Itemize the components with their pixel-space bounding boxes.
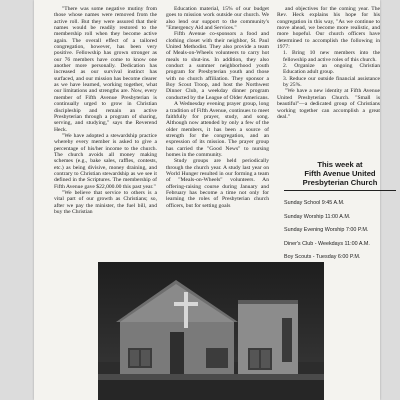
schedule-item: Sunday Worship 11:00 A.M. bbox=[284, 213, 351, 220]
goal-item: 2. Organize an ongoing Christian Education adult group. bbox=[283, 63, 380, 76]
goal-item: 1. Bring 10 new members into the fellowship and active roles of this church. bbox=[283, 50, 380, 63]
schedule-title bbox=[284, 160, 396, 191]
paragraph: Fifth Avenue co-sponsors a food and clothing closet with their neighbor, St. Paul United Methodist. They also provide a team of Meals-on-Wheels volunteers to carry hot meals to shut-ins. In addition, they also conduct a summer neighborhood youth program for Presbyterian youth and those with no church affiliation. They sponsor a Boy Scout Troop, and host the Northwest Dinner Club, a weekday dinner program conducted by the League of Older Americans. bbox=[166, 31, 269, 101]
paragraph: "We have a new identity at Fifth Avenue United Presbyterian Church. "Small is beautiful"—a dedicated group of Christians working together can accomplish a great deal." bbox=[277, 88, 380, 120]
paragraph: "There was some negative mutiny from those whose names were removed from the active roll. But they were assured that their names would be readily restored to the membership roll when they become active again. The overall effect of a tailored congregation, however, has been very positive. Fellowship has grown stronger as our 76 members have come to know one another more personally. Dedication has increased as our survival instinct has surfaced, and our mission has become clearer as we have learned, working together, what our limitations and strengths are. Now, every member of Fifth Avenue Presbyterian is continually urged to grow in Christian discipleship and remain an active Presbyterian through a program of sharing, serving, and studying," says the Reverend Heck. bbox=[54, 6, 157, 133]
church-photo-illustration bbox=[98, 262, 324, 400]
paragraph: "We have adopted a stewardship practice whereby every member is asked to give a percentage of his/her income to the church. The church avoids all money making schemes (e.g., bake sales, raffles, contests, etc.) as being divisive, money draining, and contrary to Christian stewardship as we see it defined in the Scriptures. The membership of Fifth Avenue gave $22,000.00 this past year." bbox=[54, 132, 157, 190]
newsletter-page bbox=[34, 0, 380, 400]
church-building-photo bbox=[98, 262, 324, 400]
paragraph: Study groups are held periodically through the church year. A study last year on World Hunger resulted in our forming a team of "Meals-on-Wheels" volunteers. An offering-raising course during January and February has become a time not only for learning the roles of Presbyterian church officers, but for setting goals bbox=[166, 158, 269, 209]
paragraph: A Wednesday evening prayer group, long a tradition of Fifth Avenue, continues to meet faithfully for prayer, study, and song. Although now attended by only a few of the older members, it has been a source of strength for the congregation, and an expression of its mission. The prayer group has carried the "Good News" to nursing homes in the community. bbox=[166, 101, 269, 158]
paragraph: Education material, 15% of our budget goes to mission work outside our church. We also lend our support to the community's "Emergency Aid and Services." bbox=[166, 6, 269, 32]
schedule-title-line: Fifth Avenue United bbox=[304, 169, 376, 178]
article-column-2 bbox=[166, 6, 269, 260]
schedule-title-line: Presbyterian Church bbox=[302, 178, 378, 187]
article-column-1 bbox=[54, 6, 157, 306]
goal-item: 3. Reduce our outside financial assistance by 25%. bbox=[283, 75, 380, 89]
schedule-item: Boy Scouts - Tuesday 6:00 P.M. bbox=[284, 254, 361, 260]
schedule-item: Sunday School 9:45 A.M. bbox=[284, 200, 345, 206]
schedule-item: Diner's Club - Weekdays 11:00 A.M. bbox=[284, 240, 370, 247]
schedule-title-line: This week at bbox=[317, 160, 363, 169]
schedule-item: Sunday Evening Worship 7:00 P.M. bbox=[284, 227, 369, 233]
paragraph: and objectives for the coming year. The Rev. Heck explains his hope for his congregation in this way, "As we continue to move ahead, we become more realistic, and more hopeful. Our church officers have determined to accomplish the following in 1977: bbox=[277, 6, 380, 51]
paragraph: "We believe that service to others is a vital part of our growth as Christians; so, after we pay the minister, the fuel bill, and buy the Christian bbox=[54, 189, 157, 215]
article-column-3 bbox=[277, 6, 380, 160]
